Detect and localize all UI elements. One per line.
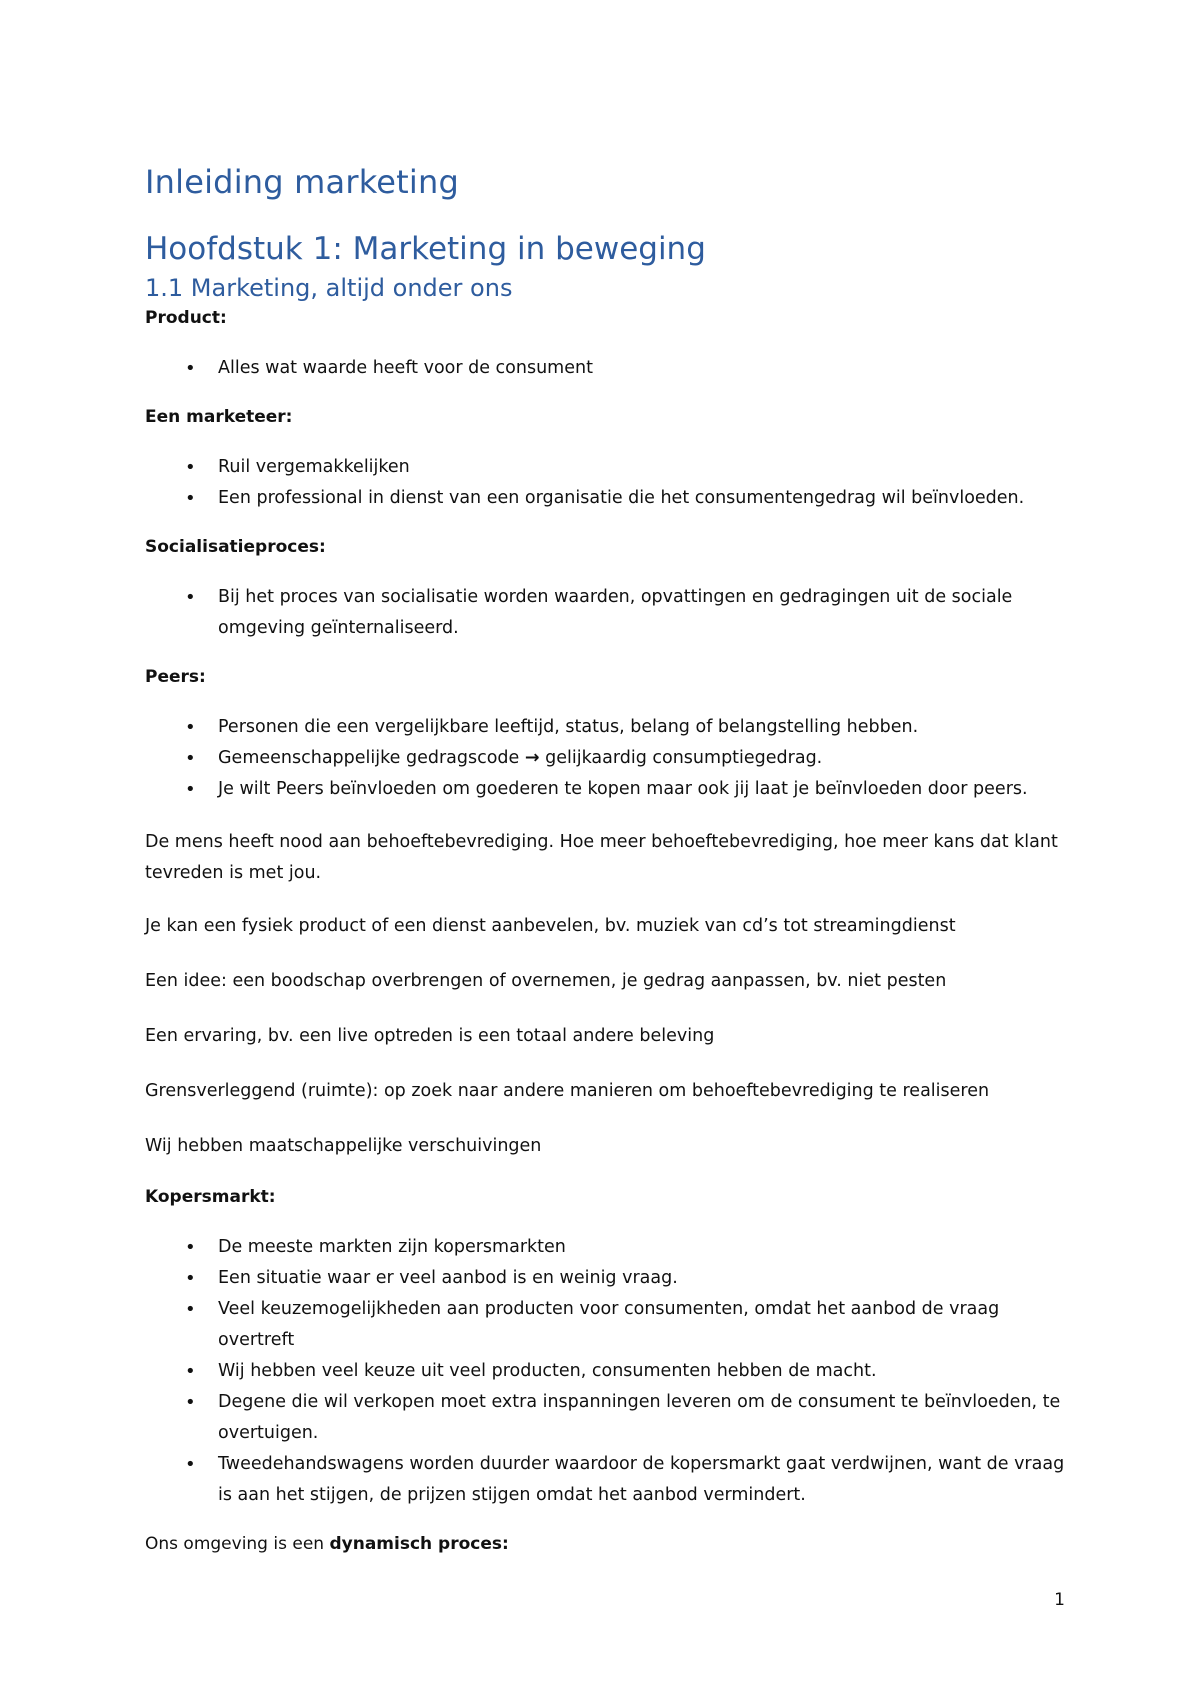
marketeer-list <box>145 452 1065 514</box>
list-item-text: Gemeenschappelijke gedragscode <box>218 748 520 769</box>
closing-bold: dynamisch proces: <box>329 1534 509 1555</box>
list-item: • Je wilt Peers beïnvloeden om goederen te kopen maar ook jij laat je beïnvloeden door peers. <box>145 774 1065 805</box>
closing-prefix: Ons omgeving is een <box>145 1534 330 1555</box>
list-item: • Veel keuzemogelijkheden aan producten voor consumenten, omdat het aanbod de vraag overtreft <box>145 1294 1065 1356</box>
section-heading: 1.1 Marketing, altijd onder ons <box>145 274 513 303</box>
paragraph: Grensverleggend (ruimte): op zoek naar andere manieren om behoeftebevrediging te realiseren <box>145 1081 990 1102</box>
paragraph: Wij hebben maatschappelijke verschuivingen <box>145 1136 542 1157</box>
paragraph: Een ervaring, bv. een live optreden is een totaal andere beleving <box>145 1026 715 1047</box>
list-item-text: gelijkaardig consumptiegedrag. <box>545 748 823 769</box>
list-item: • Alles wat waarde heeft voor de consument <box>145 353 1065 384</box>
product-list <box>145 353 1065 384</box>
paragraph: Een idee: een boodschap overbrengen of overnemen, je gedrag aanpassen, bv. niet pesten <box>145 971 947 992</box>
closing-line <box>145 1533 1065 1555</box>
list-item: • Wij hebben veel keuze uit veel producten, consumenten hebben de macht. <box>145 1356 1065 1387</box>
chapter-heading: Hoofdstuk 1: Marketing in beweging <box>145 231 706 268</box>
paragraph: De mens heeft nood aan behoeftebevrediging. Hoe meer behoeftebevrediging, hoe meer kans dat klant tevreden is met jou. <box>145 832 1058 884</box>
page-number: 1 <box>1054 1590 1065 1610</box>
list-item: • De meeste markten zijn kopersmarkten <box>145 1232 1065 1263</box>
page-content <box>145 165 1065 1579</box>
list-item: • Ruil vergemakkelijken <box>145 452 1065 483</box>
list-item: • Een situatie waar er veel aanbod is en weinig vraag. <box>145 1263 1065 1294</box>
document-title: Inleiding marketing <box>145 163 460 201</box>
list-item: • Personen die een vergelijkbare leeftijd, status, belang of belangstelling hebben. <box>145 712 1065 743</box>
list-item <box>145 743 1065 774</box>
product-label: Product: <box>145 308 227 329</box>
list-item: • Degene die wil verkopen moet extra inspanningen leveren om de consument te beïnvloeden, te overtuigen. <box>145 1387 1065 1449</box>
marketeer-label: Een marketeer: <box>145 407 293 428</box>
peers-label: Peers: <box>145 667 206 688</box>
kopersmarkt-list <box>145 1232 1065 1511</box>
arrow-right-icon: → <box>524 748 540 769</box>
list-item: • Bij het proces van socialisatie worden waarden, opvattingen en gedragingen uit de sociale omgeving geïnternaliseerd. <box>145 582 1065 644</box>
paragraph: Je kan een fysiek product of een dienst aanbevelen, bv. muziek van cd’s tot streamingdienst <box>145 916 956 937</box>
kopersmarkt-label: Kopersmarkt: <box>145 1187 276 1208</box>
list-item: • Een professional in dienst van een organisatie die het consumentengedrag wil beïnvloeden. <box>145 483 1065 514</box>
peers-list <box>145 712 1065 805</box>
socialisatie-label: Socialisatieproces: <box>145 537 326 558</box>
socialisatie-list <box>145 582 1065 644</box>
list-item: • Tweedehandswagens worden duurder waardoor de kopersmarkt gaat verdwijnen, want de vraag is aan het stijgen, de prijzen stijgen omdat het aanbod vermindert. <box>145 1449 1065 1511</box>
